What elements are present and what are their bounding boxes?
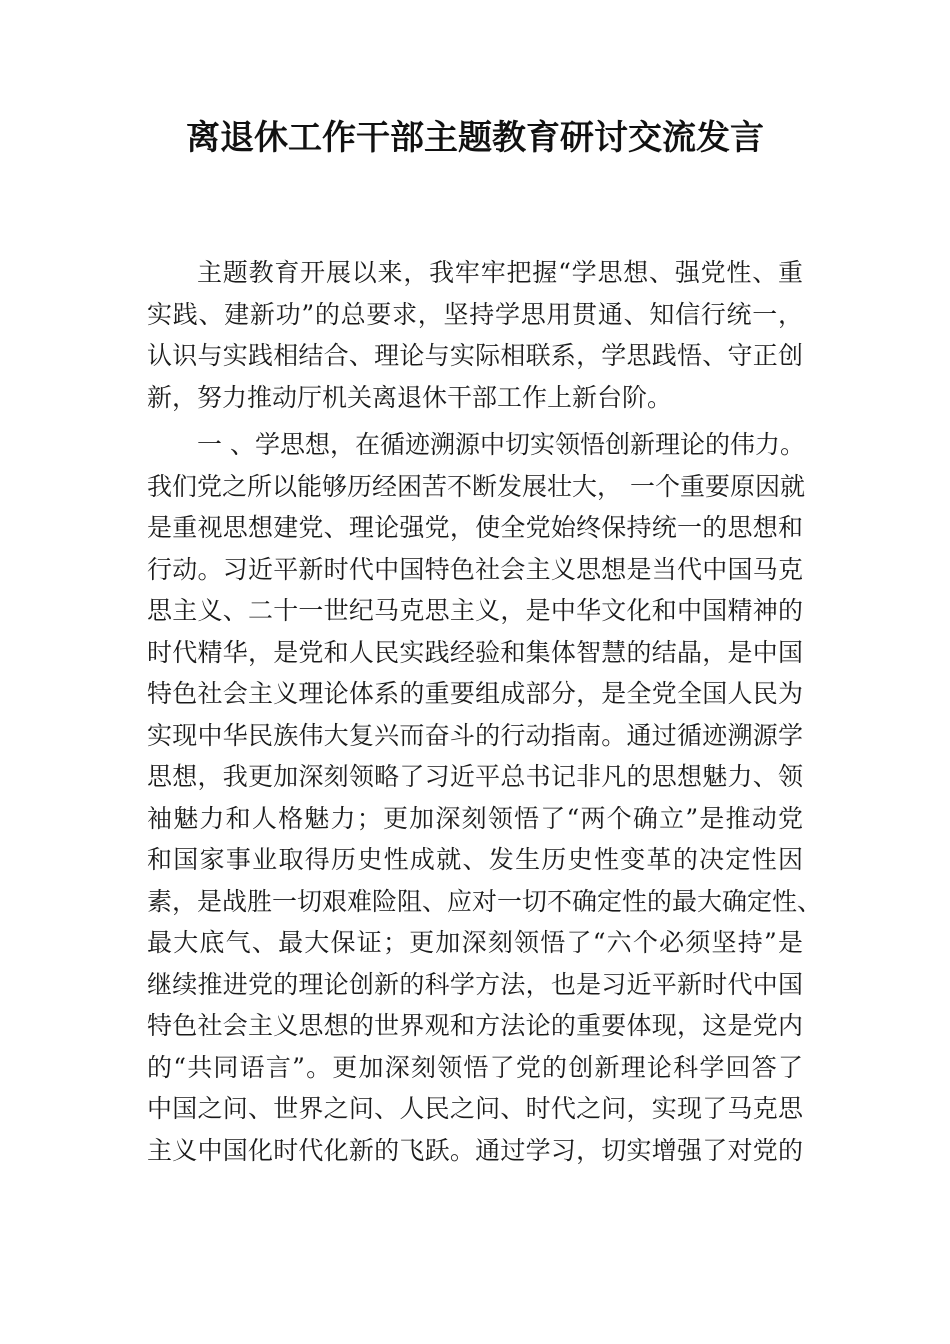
text-line: 实现中华民族伟大复兴而奋斗的行动指南。通过循迹溯源学	[147, 720, 803, 750]
text-line: 思想，我更加深刻领略了习近平总书记非凡的思想魅力、领	[147, 762, 803, 791]
text-line: 继续推进党的理论创新的科学方法，也是习近平新时代中国	[147, 969, 803, 999]
text-line: 我们党之所以能够历经困苦不断发展壮大， 一个重要原因就	[147, 471, 805, 501]
text-line: 时代精华，是党和人民实践经验和集体智慧的结晶，是中国	[147, 637, 803, 667]
text-line: 特色社会主义理论体系的重要组成部分，是全党全国人民为	[147, 679, 803, 708]
text-line: 最大底气、最大保证；更加深刻领悟了“六个必须坚持”是	[147, 928, 803, 957]
text-line: 一 、学思想，在循迹溯源中切实领悟创新理论的伟力。	[197, 430, 805, 459]
text-line: 的“共同语言”。更加深刻领悟了党的创新理论科学回答了	[147, 1052, 803, 1082]
text-line: 是重视思想建党、理论强党，使全党始终保持统一的思想和	[147, 513, 803, 542]
text-line: 思主义、二十一世纪马克思主义，是中华文化和中国精神的	[147, 596, 803, 625]
text-line: 和国家事业取得历史性成就、发生历史性变革的决定性因	[147, 845, 803, 874]
text-line: 认识与实践相结合、理论与实际相联系，学思践悟、守正创	[147, 341, 803, 370]
document-body	[147, 252, 823, 1171]
text-line: 中国之问、世界之问、人民之问、时代之问，实现了马克思	[147, 1094, 803, 1123]
text-line: 行动。习近平新时代中国特色社会主义思想是当代中国马克	[147, 554, 803, 584]
document-title: 离退休工作干部主题教育研讨交流发言	[186, 118, 764, 158]
text-line: 特色社会主义思想的世界观和方法论的重要体现，这是党内	[147, 1011, 803, 1040]
text-line: 袖魅力和人格魅力；更加深刻领悟了“两个确立”是推动党	[147, 803, 803, 833]
text-line: 实践、建新功”的总要求，坚持学思用贯通、知信行统一，	[147, 299, 803, 329]
text-line: 素，是战胜一切艰难险阻、应对一切不确定性的最大确定性、	[147, 886, 823, 916]
text-line: 新，努力推动厅机关离退休干部工作上新台阶。	[147, 382, 673, 412]
text-line: 主题教育开展以来，我牢牢把握“学思想、强党性、重	[197, 258, 803, 287]
paragraph-intro	[147, 252, 803, 418]
text-line: 主义中国化时代化新的飞跃。通过学习，切实增强了对党的	[147, 1135, 803, 1165]
paragraph-section-1	[147, 424, 823, 1171]
